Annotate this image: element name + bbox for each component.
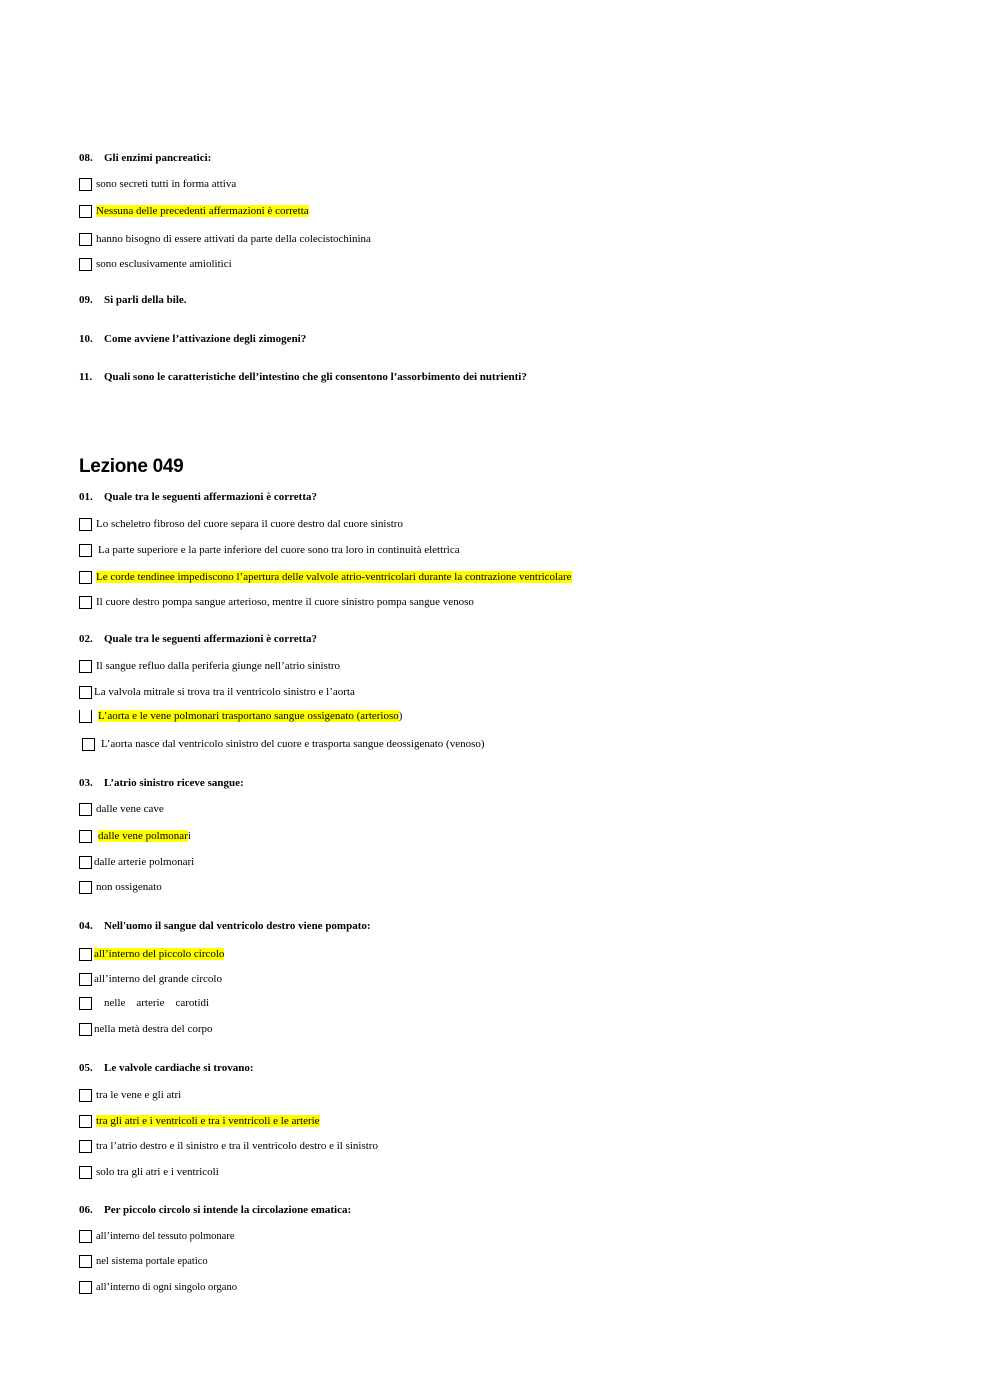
lesson-title: Lezione 049	[79, 456, 184, 477]
checkbox[interactable]	[79, 571, 92, 584]
checkbox[interactable]	[79, 1281, 92, 1294]
option-item[interactable]	[79, 946, 224, 962]
question-04: 04. Nell'uomo il sangue dal ventricolo destro viene pompato:	[79, 920, 371, 932]
highlighted-answer: L’aorta e le vene polmonari trasportano sangue ossigenato (arterioso	[98, 710, 399, 722]
option-item[interactable]: Il sangue refluo dalla periferia giunge nell’atrio sinistro	[79, 658, 340, 674]
question-05: 05. Le valvole cardiache si trovano:	[79, 1062, 254, 1074]
question-02: 02. Quale tra le seguenti affermazioni è corretta?	[79, 633, 318, 645]
option-item[interactable]: sono esclusivamente amiolitici	[79, 256, 232, 272]
option-item[interactable]: Lo scheletro fibroso del cuore separa il cuore destro dal cuore sinistro	[79, 516, 403, 532]
question-11: 11. Quali sono le caratteristiche dell’intestino che gli consentono l’assorbimento dei nutrienti?	[79, 371, 527, 383]
checkbox[interactable]	[79, 596, 92, 609]
option-item[interactable]: non ossigenato	[79, 879, 162, 895]
option-item[interactable]	[79, 1113, 320, 1129]
checkbox[interactable]	[79, 803, 92, 816]
checkbox[interactable]	[79, 1023, 92, 1036]
option-item[interactable]: La valvola mitrale si trova tra il ventricolo sinistro e l’aorta	[79, 684, 355, 700]
checkbox[interactable]	[79, 1230, 92, 1243]
question-08: 08. Gli enzimi pancreatici:	[79, 152, 212, 164]
checkbox[interactable]	[79, 1140, 92, 1153]
option-item[interactable]: all’interno del grande circolo	[79, 971, 222, 987]
option-item[interactable]: all’interno del tessuto polmonare	[79, 1228, 235, 1244]
checkbox[interactable]	[79, 1166, 92, 1179]
checkbox[interactable]	[79, 686, 92, 699]
highlighted-answer: all’interno del piccolo circolo	[94, 948, 225, 960]
highlighted-answer: Le corde tendinee impediscono l’apertura delle valvole atrio-ventricolari durante la contrazione ventricolare	[96, 571, 572, 583]
checkbox[interactable]	[79, 1255, 92, 1268]
option-item[interactable]: all’interno di ogni singolo organo	[79, 1279, 237, 1295]
option-item[interactable]: nel sistema portale epatico	[79, 1253, 208, 1269]
checkbox[interactable]	[79, 258, 92, 271]
option-item[interactable]: tra l’atrio destro e il sinistro e tra il ventricolo destro e il sinistro	[79, 1138, 378, 1154]
question-03: 03. L’atrio sinistro riceve sangue:	[79, 777, 244, 789]
checkbox[interactable]	[79, 948, 92, 961]
checkbox[interactable]	[79, 544, 92, 557]
option-item[interactable]	[79, 203, 309, 219]
checkbox[interactable]	[79, 660, 92, 673]
checkbox[interactable]	[79, 830, 92, 843]
checkbox[interactable]	[79, 881, 92, 894]
highlighted-answer: dalle vene polmonar	[98, 830, 188, 842]
option-item[interactable]: dalle arterie polmonari	[79, 854, 194, 870]
highlighted-answer: Nessuna delle precedenti affermazioni è corretta	[96, 205, 309, 217]
question-01: 01. Quale tra le seguenti affermazioni è corretta?	[79, 491, 318, 503]
option-item[interactable]: dalle vene cave	[79, 801, 164, 817]
checkbox[interactable]	[79, 1089, 92, 1102]
highlighted-answer: tra gli atri e i ventricoli e tra i ventricoli e le arterie	[96, 1115, 320, 1127]
checkbox[interactable]	[79, 1115, 92, 1128]
option-item[interactable]: nella metà destra del corpo	[79, 1021, 213, 1037]
question-09: 09. Si parli della bile.	[79, 294, 187, 306]
option-item[interactable]: hanno bisogno di essere attivati da parte della colecistochinina	[79, 231, 371, 247]
checkbox[interactable]	[79, 178, 92, 191]
option-item[interactable]: nelle arterie carotidi	[79, 995, 209, 1011]
option-item[interactable]: tra le vene e gli atri	[79, 1087, 181, 1103]
option-item[interactable]: L’aorta e le vene polmonari trasportano sangue ossigenato (arterioso )	[79, 708, 402, 724]
checkbox[interactable]	[79, 710, 92, 723]
checkbox[interactable]	[79, 997, 92, 1010]
option-item[interactable]: La parte superiore e la parte inferiore del cuore sono tra loro in continuità elettrica	[79, 542, 460, 558]
question-10: 10. Come avviene l’attivazione degli zimogeni?	[79, 333, 307, 345]
option-item[interactable]: solo tra gli atri e i ventricoli	[79, 1164, 219, 1180]
option-item[interactable]	[79, 569, 572, 585]
question-06: 06. Per piccolo circolo si intende la circolazione ematica:	[79, 1204, 352, 1216]
checkbox[interactable]	[79, 205, 92, 218]
checkbox[interactable]	[79, 233, 92, 246]
checkbox[interactable]	[79, 973, 92, 986]
checkbox[interactable]	[79, 856, 92, 869]
option-item[interactable]: sono secreti tutti in forma attiva	[79, 176, 236, 192]
checkbox[interactable]	[79, 518, 92, 531]
checkbox[interactable]	[82, 738, 95, 751]
option-item[interactable]: L’aorta nasce dal ventricolo sinistro del cuore e trasporta sangue deossigenato (venoso)	[82, 736, 485, 752]
option-item[interactable]: Il cuore destro pompa sangue arterioso, mentre il cuore sinistro pompa sangue venoso	[79, 594, 474, 610]
option-item[interactable]: dalle vene polmonar i	[79, 828, 191, 844]
